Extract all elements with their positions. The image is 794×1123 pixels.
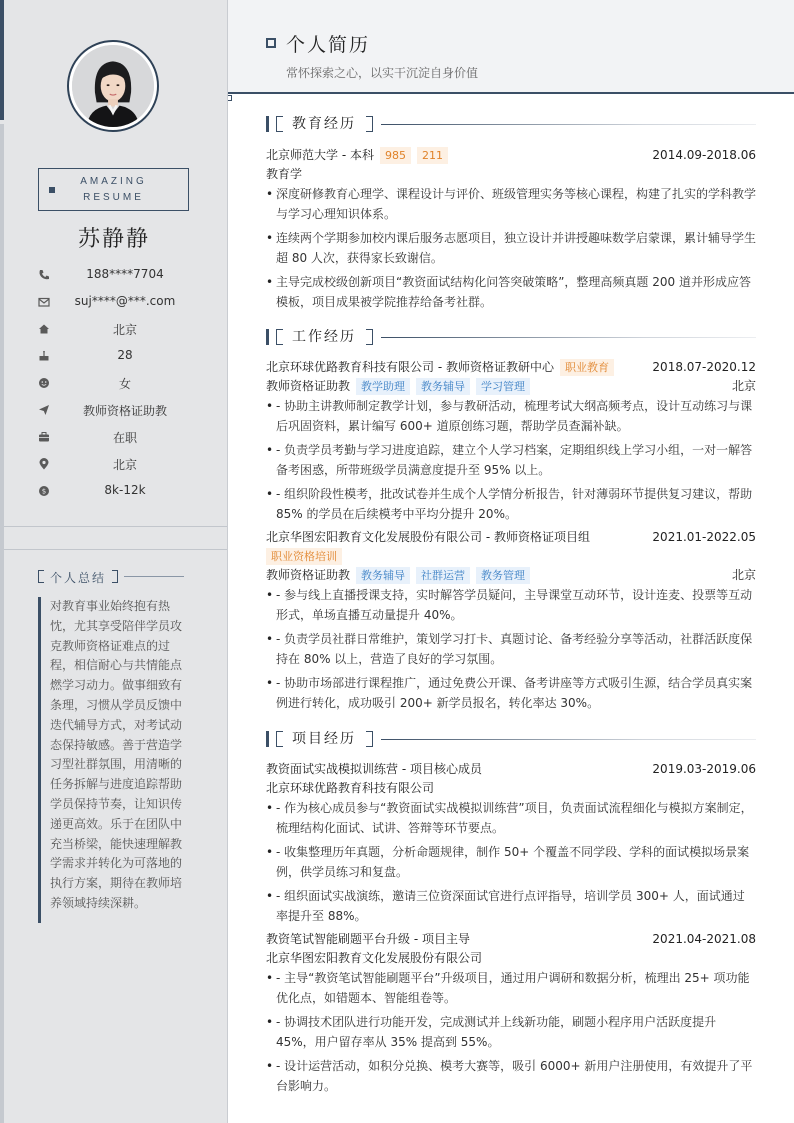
heading-rule xyxy=(381,337,756,338)
target-position-value: 教师资格证助教 xyxy=(82,404,167,418)
cake-icon xyxy=(38,350,50,362)
heading-bar xyxy=(266,116,269,132)
list-item: • - 负责学员社群日常维护，策划学习打卡、真题讨论、备考经验分享等活动，社群活跃度保持在 80% 以上，营造了良好的学习氛围。 xyxy=(266,629,756,669)
school-tag: 211 xyxy=(417,147,448,164)
project-dates: 2019.03-2019.06 xyxy=(652,762,756,776)
position-row xyxy=(266,566,756,585)
project-header-row xyxy=(266,760,756,779)
phone-icon xyxy=(38,269,50,281)
badge-line-1: AMAZING xyxy=(80,176,147,187)
hometown-value: 北京 xyxy=(112,323,137,337)
briefcase-icon xyxy=(38,431,50,443)
sidebar-edge-strip xyxy=(0,124,4,1123)
send-icon xyxy=(38,404,50,416)
project-dates: 2021.04-2021.08 xyxy=(652,932,756,946)
bracket-left-icon xyxy=(276,116,283,132)
section-title: 工作经历 xyxy=(292,329,356,345)
job-bullets xyxy=(266,396,756,524)
education-header-row xyxy=(266,146,756,165)
page-subtitle: 常怀探索之心，以实干沉淀自身价值 xyxy=(286,66,479,80)
section-title: 教育经历 xyxy=(292,116,356,132)
heading-rule xyxy=(381,124,756,125)
bracket-right-icon xyxy=(366,731,373,747)
school-tag: 985 xyxy=(380,147,411,164)
list-item: • - 参与线上直播授课支持，实时解答学员疑问，主导课堂互动环节，设计连麦、投票等互动形式，单场直播互动量提升 40%。 xyxy=(266,585,756,625)
gender-icon xyxy=(38,377,50,389)
resume-badge xyxy=(38,168,189,211)
svg-text:$: $ xyxy=(41,487,47,496)
home-icon xyxy=(38,323,50,335)
industry-tag: 职业资格培训 xyxy=(266,548,342,565)
education-dates: 2014.09-2018.06 xyxy=(652,148,756,162)
project-org: 北京华图宏阳教育文化发展股份有限公司 xyxy=(266,951,483,965)
major: 教育学 xyxy=(266,167,303,181)
section-title: 项目经历 xyxy=(292,731,356,747)
bracket-right-icon xyxy=(112,570,118,583)
job-city: 北京 xyxy=(731,379,756,393)
heading-bar xyxy=(266,329,269,345)
project-entry xyxy=(266,760,756,926)
salary-icon xyxy=(38,485,50,497)
project-name: 教资笔试智能刷题平台升级 - 项目主导 xyxy=(266,932,470,946)
info-job-status xyxy=(38,427,188,447)
list-item: • - 组织面试实战演练，邀请三位资深面试官进行点评指导，培训学员 300+ 人，面试通过率提升至 88%。 xyxy=(266,886,756,926)
list-item: • - 主导“教资笔试智能刷题平台”升级项目，通过用户调研和数据分析，梳理出 25+ 项功能优化点，如错题本、智能组卷等。 xyxy=(266,968,756,1008)
info-phone xyxy=(38,265,188,285)
company-name: 北京环球优路教育科技有限公司 - 教师资格证教研中心 xyxy=(266,360,554,374)
badge-line-2: RESUME xyxy=(83,192,144,203)
gender-value: 女 xyxy=(118,377,131,391)
work-section xyxy=(266,329,756,717)
list-item: • - 负责学员考勤与学习进度追踪，建立个人学习档案，定期组织线上学习小组，一对一解答备考困惑，所带班级学员满意度提升至 95% 以上。 xyxy=(266,440,756,480)
list-item: • 主导完成校级创新项目“教资面试结构化问答突破策略”，整理高频真题 200 道并形成应答模板，项目成果被学院推荐给备考社群。 xyxy=(266,272,756,312)
location-pin-icon xyxy=(38,458,50,470)
avatar-frame xyxy=(67,40,159,132)
position-title: 教师资格证助教 xyxy=(266,379,351,393)
sidebar-accent-strip xyxy=(0,0,4,120)
project-bullets xyxy=(266,798,756,926)
list-item: • - 作为核心成员参与“教资面试实战模拟训练营”项目，负责面试流程细化与模拟方案制定，梳理结构化面试、试讲、答辩等环节要点。 xyxy=(266,798,756,838)
portrait-photo xyxy=(72,45,154,127)
age-value: 28 xyxy=(117,348,133,362)
project-name: 教资面试实战模拟训练营 - 项目核心成员 xyxy=(266,762,482,776)
company-name: 北京华图宏阳教育文化发展股份有限公司 - 教师资格证项目组 xyxy=(266,530,590,544)
skill-tag: 教务辅导 xyxy=(356,567,410,584)
heading-rule xyxy=(381,739,756,740)
project-bullets xyxy=(266,968,756,1096)
job-header-row xyxy=(266,528,756,547)
project-header-row xyxy=(266,930,756,949)
avatar xyxy=(72,45,154,127)
phone-value: 188****7704 xyxy=(86,267,164,281)
skill-tag: 教务管理 xyxy=(476,567,530,584)
bracket-left-icon xyxy=(276,329,283,345)
info-salary xyxy=(38,481,188,501)
bracket-right-icon xyxy=(366,116,373,132)
project-entry xyxy=(266,930,756,1096)
list-item: • 连续两个学期参加校内课后服务志愿项目，独立设计并讲授趣味数学启蒙课，累计辅导学生超 80 人次，获得家长致谢信。 xyxy=(266,228,756,268)
list-item: • - 组织阶段性模考，批改试卷并生成个人学情分析报告，针对薄弱环节提供复习建议，帮助 85% 的学员在后续模考中平均分提升 20%。 xyxy=(266,484,756,524)
info-gender xyxy=(38,373,188,393)
list-item: • - 设计运营活动，如积分兑换、模考大赛等，吸引 6000+ 新用户注册使用，有效提升了平台影响力。 xyxy=(266,1056,756,1096)
list-item: • - 协助主讲教师制定教学计划，参与教研活动，梳理考试大纲高频考点，设计互动练习与课后巩固资料，累计编写 600+ 道原创练习题，帮助学员查漏补缺。 xyxy=(266,396,756,436)
job-dates: 2018.07-2020.12 xyxy=(652,360,756,374)
target-city-value: 北京 xyxy=(112,458,137,472)
email-value: suj****@***.com xyxy=(74,294,176,308)
job-dates: 2021.01-2022.05 xyxy=(652,530,756,544)
badge-square-icon xyxy=(49,187,55,193)
sidebar xyxy=(0,0,228,1123)
resume-header xyxy=(228,0,794,94)
job-city: 北京 xyxy=(731,568,756,582)
skill-tag: 教学助理 xyxy=(356,378,410,395)
section-heading xyxy=(266,731,756,749)
heading-bar xyxy=(266,731,269,747)
job-entry xyxy=(266,528,756,713)
info-target-city xyxy=(38,454,188,474)
title-square-icon xyxy=(266,38,276,48)
salary-value: 8k-12k xyxy=(104,483,146,497)
section-heading xyxy=(266,116,756,134)
industry-row xyxy=(266,547,756,566)
job-entry xyxy=(266,358,756,524)
list-item: • - 协助市场部进行课程推广，通过免费公开课、备考讲座等方式吸引生源，结合学员真实案例进行转化，成功吸引 200+ 新学员报名，转化率达 30%。 xyxy=(266,673,756,713)
position-title: 教师资格证助教 xyxy=(266,568,351,582)
school-degree: 北京师范大学 - 本科 xyxy=(266,148,374,162)
job-header-row xyxy=(266,358,756,377)
skill-tag: 社群运营 xyxy=(416,567,470,584)
candidate-name: 苏静静 xyxy=(77,227,150,252)
industry-tag: 职业教育 xyxy=(560,359,614,376)
summary-heading-text: 个人总结 xyxy=(50,571,107,585)
summary-text: 对教育事业始终抱有热忱，尤其享受陪伴学员攻克教师资格证难点的过程，相信耐心与共情能点燃学习动力。做事细致有条理，习惯从学员反馈中迭代辅导方式，对考试动态保持敏感。善于营造学习型社群氛围，用清晰的任务拆解与进度追踪帮助学员保持节奏，让知识传递更高效。乐于在团队中充当桥梁，能快速理解教学需求并转化为可落地的执行方案，期待在教师培养领域持续深耕。 xyxy=(38,597,188,923)
bracket-left-icon xyxy=(38,570,44,583)
skill-tag: 教务辅导 xyxy=(416,378,470,395)
sidebar-divider xyxy=(4,549,227,550)
header-tick-mark xyxy=(228,95,232,101)
email-icon xyxy=(38,296,50,308)
position-row xyxy=(266,377,756,396)
list-item: • - 收集整理历年真题，分析命题规律，制作 50+ 个覆盖不同学段、学科的面试模拟场景案例，供学员练习和复盘。 xyxy=(266,842,756,882)
info-hometown xyxy=(38,319,188,339)
education-bullets xyxy=(266,184,756,312)
heading-rule xyxy=(124,576,184,577)
bracket-left-icon xyxy=(276,731,283,747)
skill-tag: 学习管理 xyxy=(476,378,530,395)
projects-section xyxy=(266,731,756,1100)
info-age xyxy=(38,346,188,366)
info-email xyxy=(38,292,188,312)
info-target-position xyxy=(38,400,188,420)
job-bullets xyxy=(266,585,756,713)
sidebar-divider xyxy=(4,526,227,527)
list-item: • 深度研修教育心理学、课程设计与评价、班级管理实务等核心课程，构建了扎实的学科教学与学习心理知识体系。 xyxy=(266,184,756,224)
education-section xyxy=(266,116,756,316)
bracket-right-icon xyxy=(366,329,373,345)
page-title: 个人简历 xyxy=(286,34,371,56)
summary-heading xyxy=(38,568,188,586)
list-item: • - 协调技术团队进行功能开发，完成测试并上线新功能，刷题小程序用户活跃度提升 45%，用户留存率从 35% 提高到 55%。 xyxy=(266,1012,756,1052)
section-heading xyxy=(266,329,756,347)
job-status-value: 在职 xyxy=(112,431,137,445)
project-org: 北京环球优路教育科技有限公司 xyxy=(266,781,435,795)
